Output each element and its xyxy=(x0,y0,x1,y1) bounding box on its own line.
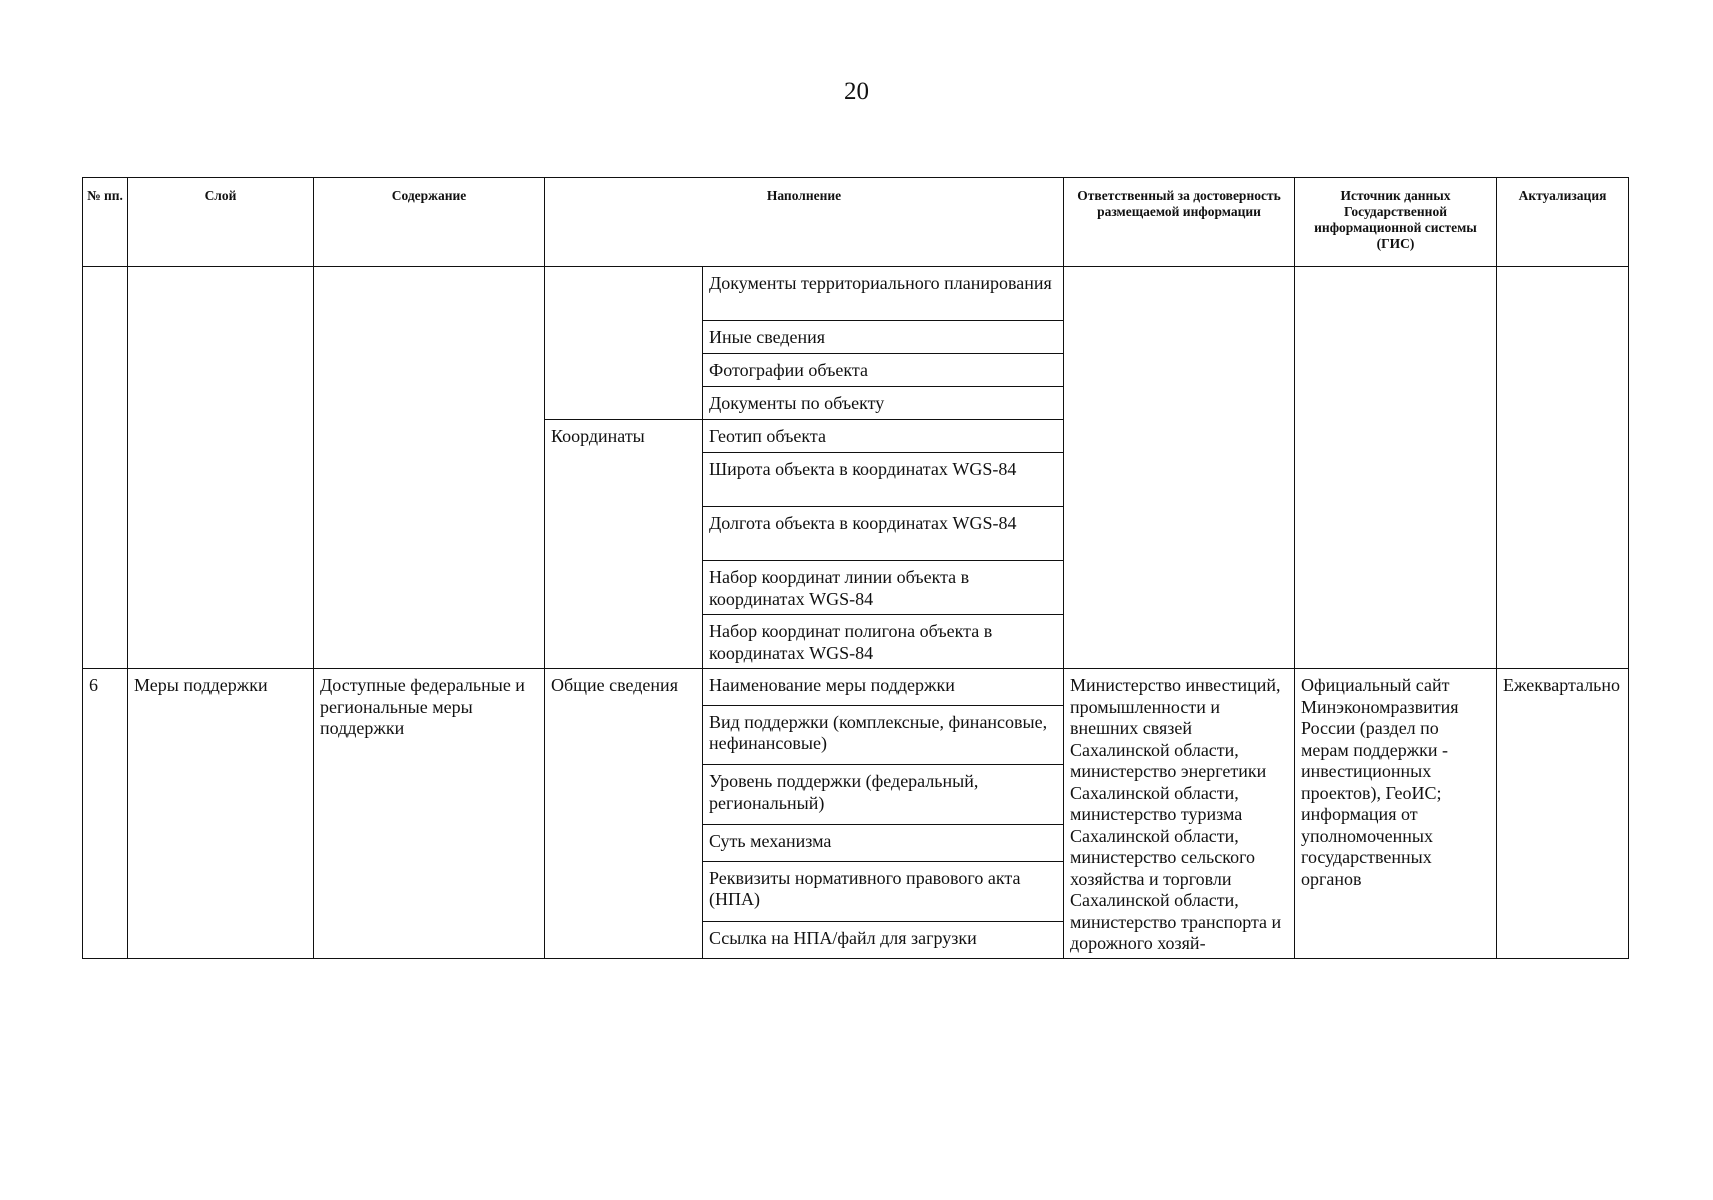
cell-content: Доступные федеральные и региональные меры поддержки xyxy=(314,669,545,959)
header-row xyxy=(83,178,1629,267)
cell-filling-item: Геотип объекта xyxy=(703,420,1064,453)
cell-num xyxy=(83,267,128,669)
header-num: № пп. xyxy=(83,178,128,267)
table-row xyxy=(83,669,1629,706)
cell-filling-item: Набор координат полигона объекта в координатах WGS-84 xyxy=(703,615,1064,669)
cell-filling-item: Широта объекта в координатах WGS-84 xyxy=(703,453,1064,507)
cell-layer: Меры поддержки xyxy=(128,669,314,959)
header-content: Содержание xyxy=(314,178,545,267)
cell-filling-item: Уровень поддержки (федеральный, региональный) xyxy=(703,765,1064,825)
cell-group xyxy=(545,267,703,420)
header-responsible: Ответственный за достоверность размещаемой информации xyxy=(1064,178,1295,267)
cell-filling-item: Ссылка на НПА/файл для загрузки xyxy=(703,921,1064,958)
cell-filling-item: Наименование меры поддержки xyxy=(703,669,1064,706)
header-source: Источник данных Государственной информационной системы (ГИС) xyxy=(1295,178,1497,267)
cell-group-coordinates: Координаты xyxy=(545,420,703,669)
cell-content xyxy=(314,267,545,669)
cell-filling-item: Суть механизма xyxy=(703,825,1064,862)
header-update: Актуализация xyxy=(1497,178,1629,267)
data-layers-table xyxy=(82,177,1629,959)
cell-filling-item: Вид поддержки (комплексные, финансовые, нефинансовые) xyxy=(703,705,1064,765)
page-number: 20 xyxy=(844,78,869,105)
cell-filling-item: Документы территориального планирования xyxy=(703,267,1064,321)
cell-filling-item: Долгота объекта в координатах WGS-84 xyxy=(703,507,1064,561)
cell-source: Официальный сайт Минэкономразвития России (раздел по мерам поддержки - инвестиционных проектов), ГеоИС; информация от уполномоченных государственных органов xyxy=(1295,669,1497,959)
cell-update xyxy=(1497,267,1629,669)
cell-filling-item: Реквизиты нормативного правового акта (НПА) xyxy=(703,861,1064,921)
header-layer: Слой xyxy=(128,178,314,267)
cell-update: Ежеквартально xyxy=(1497,669,1629,959)
cell-layer xyxy=(128,267,314,669)
header-filling: Наполнение xyxy=(545,178,1064,267)
cell-group: Общие сведения xyxy=(545,669,703,959)
cell-filling-item: Набор координат линии объекта в координатах WGS-84 xyxy=(703,561,1064,615)
cell-num: 6 xyxy=(83,669,128,959)
cell-responsible: Министерство инвестиций, промышленности и внешних связей Сахалинской области, министерство энергетики Сахалинской области, министерство туризма Сахалинской области, министерство сельского хозяйства и торговли Сахалинской области, министерство транспорта и дорожного хозяй- xyxy=(1064,669,1295,959)
table-row xyxy=(83,267,1629,321)
cell-responsible xyxy=(1064,267,1295,669)
cell-filling-item: Фотографии объекта xyxy=(703,354,1064,387)
cell-filling-item: Иные сведения xyxy=(703,321,1064,354)
cell-filling-item: Документы по объекту xyxy=(703,387,1064,420)
cell-source xyxy=(1295,267,1497,669)
